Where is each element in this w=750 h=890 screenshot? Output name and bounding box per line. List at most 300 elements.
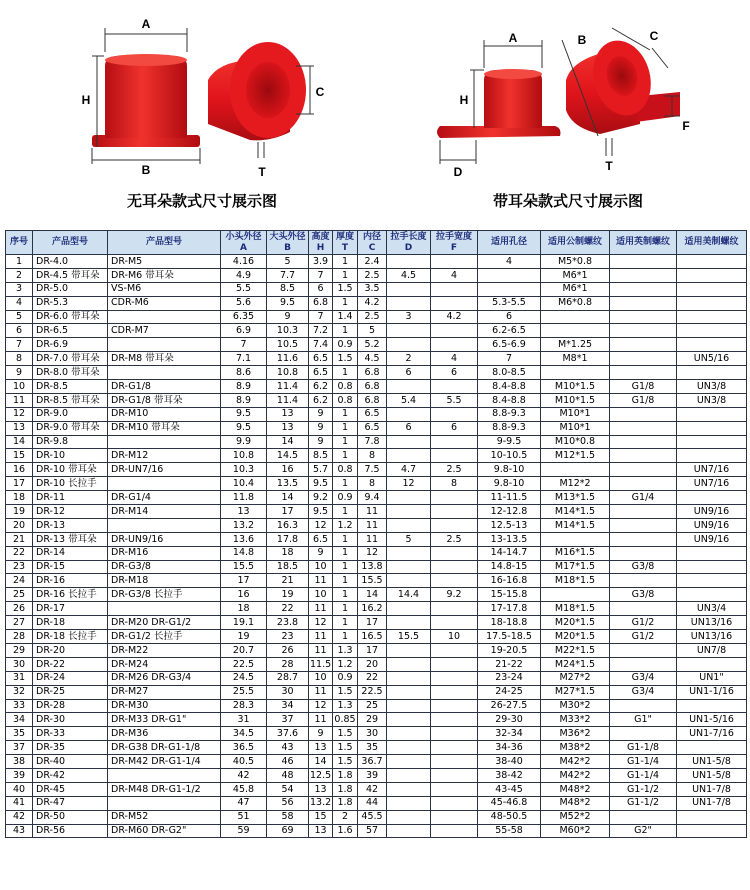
table-cell: VS-M6	[108, 282, 221, 296]
table-cell: 0.85	[334, 714, 356, 726]
column-header-title: 适用孔径	[490, 237, 527, 247]
table-cell: DR-7.0 带耳朵	[33, 352, 108, 366]
table-cell: 7.1	[221, 352, 267, 366]
table-cell: 7.8	[358, 435, 387, 449]
table-cell: M14*1.5	[541, 518, 610, 532]
spec-table	[5, 230, 747, 838]
table-row	[6, 755, 747, 769]
table-cell: 8.8-9.3	[478, 407, 541, 421]
table-cell	[677, 699, 747, 713]
table-cell: 51	[221, 810, 267, 824]
table-cell: 15.5	[387, 630, 431, 644]
table-cell: UN1-7/8	[677, 796, 747, 810]
table-cell: M13*1.5	[541, 491, 610, 505]
table-cell: 12-12.8	[478, 505, 541, 519]
table-cell: DR-M20 DR-G1/2	[108, 616, 221, 630]
column-header-title: 拉手长度	[390, 231, 427, 242]
table-cell: 10.8	[221, 449, 267, 463]
table-cell: CDR-M6	[108, 296, 221, 310]
table-cell: 26-27.5	[478, 699, 541, 713]
table-cell: 33	[6, 699, 33, 713]
table-cell: 42	[6, 810, 33, 824]
table-cell: 4.9	[221, 268, 267, 282]
table-cell	[677, 255, 747, 269]
table-cell: 45.5	[358, 810, 387, 824]
table-cell: 28.7	[267, 671, 309, 685]
table-row	[6, 505, 747, 519]
table-cell	[431, 338, 478, 352]
table-cell	[610, 296, 677, 310]
table-row	[6, 268, 747, 282]
column-header-symbol: H	[316, 242, 325, 253]
table-cell: 26	[267, 643, 309, 657]
table-cell: M27*2	[541, 671, 610, 685]
table-cell: 36.5	[221, 741, 267, 755]
table-cell: DR-G1/8	[108, 380, 221, 394]
table-cell: 37	[267, 713, 309, 727]
column-header	[6, 231, 33, 255]
table-cell: 13.6	[221, 532, 267, 546]
table-cell: 1	[333, 255, 358, 269]
table-cell: 44	[358, 796, 387, 810]
table-cell	[431, 602, 478, 616]
column-header	[221, 231, 267, 255]
table-cell: M18*1.5	[541, 602, 610, 616]
table-cell	[387, 505, 431, 519]
table-cell: 14	[309, 755, 333, 769]
column-header	[431, 231, 478, 255]
table-cell: 19	[267, 588, 309, 602]
table-cell: 14.8	[221, 546, 267, 560]
cap-no-ear-side	[208, 42, 306, 140]
table-cell	[431, 282, 478, 296]
table-cell: 9	[309, 407, 333, 421]
table-cell: M10*0.8	[541, 435, 610, 449]
table-cell: M27*1.5	[541, 685, 610, 699]
table-row	[6, 352, 747, 366]
table-cell: M36*2	[541, 727, 610, 741]
table-cell: 9	[309, 546, 333, 560]
table-row	[6, 574, 747, 588]
label-f-right: F	[682, 119, 690, 133]
table-cell	[387, 546, 431, 560]
table-cell	[478, 282, 541, 296]
table-cell: DR-M5	[108, 255, 221, 269]
table-cell: 17.5-18.5	[478, 630, 541, 644]
table-cell: 7	[309, 310, 333, 324]
table-row	[6, 643, 747, 657]
table-cell	[108, 338, 221, 352]
table-cell: 16.5	[358, 630, 387, 644]
table-cell: 0.8	[333, 393, 358, 407]
table-cell: 6.5	[309, 352, 333, 366]
table-cell: DR-40	[33, 755, 108, 769]
table-cell: UN1-5/8	[677, 755, 747, 769]
table-row	[6, 657, 747, 671]
table-row	[6, 699, 747, 713]
table-cell: 38-40	[478, 755, 541, 769]
table-cell: 6	[478, 310, 541, 324]
table-cell: UN3/8	[677, 393, 747, 407]
table-cell: 1	[333, 324, 358, 338]
table-cell	[387, 491, 431, 505]
label-t-right: T	[605, 159, 613, 173]
table-row	[6, 491, 747, 505]
table-cell: 2.5	[358, 310, 387, 324]
table-cell: 0.9	[333, 338, 358, 352]
table-cell: M30*2	[541, 699, 610, 713]
column-header	[478, 231, 541, 255]
table-cell: G1/8	[610, 380, 677, 394]
table-cell	[108, 602, 221, 616]
table-cell	[677, 588, 747, 602]
table-cell: DR-6.5	[33, 324, 108, 338]
table-cell: 20	[6, 518, 33, 532]
table-cell: 24-25	[478, 685, 541, 699]
table-cell: 4	[6, 296, 33, 310]
table-cell: 7.5	[358, 463, 387, 477]
table-cell: 1	[333, 588, 358, 602]
table-cell: DR-G1/4	[108, 491, 221, 505]
table-cell: M20*1.5	[541, 630, 610, 644]
column-header-title: 产品型号	[145, 237, 182, 247]
table-cell: 17-17.8	[478, 602, 541, 616]
table-cell: M48*2	[541, 782, 610, 796]
table-cell: 11	[309, 574, 333, 588]
table-cell: 1	[333, 574, 358, 588]
column-header	[677, 231, 747, 255]
table-cell: 4.5	[387, 268, 431, 282]
table-cell: UN9/16	[677, 532, 747, 546]
table-cell	[387, 713, 431, 727]
table-row	[6, 532, 747, 546]
table-cell: G1-1/2	[610, 782, 677, 796]
table-cell	[610, 449, 677, 463]
table-cell: 16.2	[358, 602, 387, 616]
table-cell: M22*1.5	[541, 643, 610, 657]
table-cell: 2	[6, 268, 33, 282]
label-c-left: C	[315, 85, 325, 99]
table-row	[6, 324, 747, 338]
table-cell: 27	[6, 616, 33, 630]
table-cell: DR-M42 DR-G1-1/4	[108, 755, 221, 769]
table-cell: 12	[309, 518, 333, 532]
table-cell: 1.5	[333, 741, 358, 755]
table-cell: UN1-5/8	[677, 768, 747, 782]
table-cell: DR-M12	[108, 449, 221, 463]
table-cell	[108, 768, 221, 782]
table-cell	[387, 324, 431, 338]
table-cell	[387, 643, 431, 657]
table-cell: 10.8	[267, 366, 309, 380]
table-cell: DR-24	[33, 671, 108, 685]
table-cell: G1-1/2	[610, 796, 677, 810]
table-cell: 2	[387, 352, 431, 366]
table-cell: DR-45	[33, 782, 108, 796]
table-cell	[677, 366, 747, 380]
column-header-title: 产品型号	[51, 237, 88, 247]
table-cell	[387, 727, 431, 741]
table-cell: DR-9.0 带耳朵	[33, 421, 108, 435]
table-cell	[387, 768, 431, 782]
table-cell: 10	[309, 588, 333, 602]
table-cell: 1	[333, 505, 358, 519]
table-cell: 34.5	[221, 727, 267, 741]
table-cell	[387, 407, 431, 421]
column-header	[541, 231, 610, 255]
table-cell	[541, 366, 610, 380]
table-row	[6, 518, 747, 532]
table-cell	[478, 268, 541, 282]
table-cell: UN3/4	[677, 602, 747, 616]
table-cell	[610, 727, 677, 741]
table-cell	[610, 407, 677, 421]
table-cell	[387, 671, 431, 685]
table-cell	[387, 255, 431, 269]
table-cell: 6.9	[221, 324, 267, 338]
table-cell: DR-4.5 带耳朵	[33, 268, 108, 282]
table-cell: 36.7	[358, 755, 387, 769]
table-cell: G2"	[610, 824, 677, 838]
table-cell	[431, 616, 478, 630]
table-cell: 1.3	[333, 699, 358, 713]
column-header-title: 小头外径	[225, 231, 262, 242]
table-cell: 12	[387, 477, 431, 491]
table-cell: M20*1.5	[541, 616, 610, 630]
table-cell: 34-36	[478, 741, 541, 755]
table-cell: 12	[309, 616, 333, 630]
table-cell: M8*1	[541, 352, 610, 366]
table-cell: 11-11.5	[478, 491, 541, 505]
table-cell: M17*1.5	[541, 560, 610, 574]
table-cell: M16*1.5	[541, 546, 610, 560]
table-cell: G1-1/4	[610, 755, 677, 769]
table-cell: 15-15.8	[478, 588, 541, 602]
dimension-diagram	[0, 0, 750, 222]
table-cell: 9	[267, 310, 309, 324]
table-cell: 16	[221, 588, 267, 602]
table-cell: DR-UN9/16	[108, 532, 221, 546]
table-cell: M38*2	[541, 741, 610, 755]
table-cell: 13	[267, 421, 309, 435]
table-cell: 5.7	[309, 463, 333, 477]
table-cell: UN5/16	[677, 352, 747, 366]
table-cell: DR-M26 DR-G3/4	[108, 671, 221, 685]
table-cell: DR-UN7/16	[108, 463, 221, 477]
table-cell: 4.5	[358, 352, 387, 366]
table-cell: 1.8	[333, 768, 358, 782]
table-cell: 7.2	[309, 324, 333, 338]
table-cell	[431, 255, 478, 269]
table-cell	[387, 574, 431, 588]
table-cell: 45-46.8	[478, 796, 541, 810]
table-cell: 43	[6, 824, 33, 838]
table-cell: 31	[6, 671, 33, 685]
table-cell: 6.35	[221, 310, 267, 324]
table-cell	[431, 560, 478, 574]
table-cell	[610, 421, 677, 435]
table-cell	[431, 657, 478, 671]
table-cell: 1	[333, 296, 358, 310]
table-cell	[387, 602, 431, 616]
table-cell: 9.5	[309, 477, 333, 491]
table-cell: 1	[333, 532, 358, 546]
table-cell: 5	[6, 310, 33, 324]
table-cell: DR-15	[33, 560, 108, 574]
table-cell: 0.9	[333, 491, 358, 505]
table-cell: 6	[6, 324, 33, 338]
table-cell: DR-50	[33, 810, 108, 824]
label-b-left: B	[141, 163, 151, 177]
table-cell: DR-6.9	[33, 338, 108, 352]
table-cell: 14-14.7	[478, 546, 541, 560]
table-cell	[677, 282, 747, 296]
table-cell: 7.7	[267, 268, 309, 282]
table-cell: 11	[309, 685, 333, 699]
table-cell: M12*2	[541, 477, 610, 491]
cap-with-ear-side	[566, 34, 680, 134]
table-cell	[677, 268, 747, 282]
table-cell: 9.8-10	[478, 463, 541, 477]
table-cell: 13.8	[358, 560, 387, 574]
table-cell: 4.7	[387, 463, 431, 477]
table-cell: 14.8-15	[478, 560, 541, 574]
table-cell: DR-G1/2 长拉手	[108, 630, 221, 644]
table-cell: G1/2	[610, 630, 677, 644]
table-cell: 11	[309, 630, 333, 644]
column-header-title: 拉手宽度	[435, 231, 472, 242]
table-row	[6, 463, 747, 477]
table-cell: 11	[358, 518, 387, 532]
table-cell: 6.2	[309, 380, 333, 394]
table-cell: 1.6	[333, 824, 358, 838]
table-cell	[610, 657, 677, 671]
table-cell	[108, 796, 221, 810]
table-cell: 9.5	[221, 407, 267, 421]
table-cell	[387, 338, 431, 352]
table-cell	[108, 435, 221, 449]
table-row	[6, 380, 747, 394]
table-cell	[677, 491, 747, 505]
table-cell: 8.0-8.5	[478, 366, 541, 380]
table-cell: 26	[6, 602, 33, 616]
table-cell: DR-12	[33, 505, 108, 519]
table-cell: 9.9	[221, 435, 267, 449]
table-cell: 7	[309, 268, 333, 282]
table-row	[6, 602, 747, 616]
column-header	[309, 231, 333, 255]
caption-no-ear: 无耳朵款式尺寸展示图	[126, 192, 277, 210]
table-cell: 24.5	[221, 671, 267, 685]
label-c-right: C	[649, 29, 659, 43]
table-cell	[610, 310, 677, 324]
table-cell: 1	[333, 268, 358, 282]
label-h-left: H	[81, 93, 91, 107]
table-cell	[387, 796, 431, 810]
table-cell	[541, 532, 610, 546]
column-header-symbol: B	[284, 242, 291, 253]
table-cell: 0.9	[333, 671, 358, 685]
table-cell: 15.5	[221, 560, 267, 574]
table-cell	[431, 755, 478, 769]
table-cell: DR-13 带耳朵	[33, 532, 108, 546]
table-cell: 22.5	[358, 685, 387, 699]
table-cell	[677, 407, 747, 421]
table-cell: DR-G3/8 长拉手	[108, 588, 221, 602]
table-cell: 25	[358, 699, 387, 713]
table-cell	[677, 810, 747, 824]
table-cell: M12*1.5	[541, 449, 610, 463]
table-cell: 21	[267, 574, 309, 588]
table-cell	[610, 324, 677, 338]
table-cell	[677, 546, 747, 560]
table-cell: DR-9.0	[33, 407, 108, 421]
table-cell: M6*0.8	[541, 296, 610, 310]
table-cell: 18	[221, 602, 267, 616]
table-cell: M42*2	[541, 768, 610, 782]
table-cell: 1	[333, 477, 358, 491]
table-cell	[387, 810, 431, 824]
table-cell: DR-6.0 带耳朵	[33, 310, 108, 324]
table-cell: 11	[309, 602, 333, 616]
table-cell: 9-9.5	[478, 435, 541, 449]
table-cell: 14	[267, 491, 309, 505]
table-cell	[387, 380, 431, 394]
table-cell: G3/4	[610, 685, 677, 699]
table-cell: M33*2	[541, 713, 610, 727]
table-cell	[387, 824, 431, 838]
table-cell: 12	[309, 699, 333, 713]
table-cell: 8.4-8.8	[478, 393, 541, 407]
table-cell: 45.8	[221, 782, 267, 796]
table-cell	[431, 713, 478, 727]
table-cell: 43-45	[478, 782, 541, 796]
table-cell: 39	[358, 768, 387, 782]
table-cell: 22	[358, 671, 387, 685]
table-cell: 31	[221, 713, 267, 727]
table-cell	[387, 782, 431, 796]
table-cell	[610, 435, 677, 449]
table-cell	[541, 310, 610, 324]
table-cell: 14.5	[267, 449, 309, 463]
table-row	[6, 393, 747, 407]
table-cell: 23.8	[267, 616, 309, 630]
table-cell: 9	[6, 366, 33, 380]
table-cell: 29	[6, 643, 33, 657]
table-cell	[677, 324, 747, 338]
table-cell: 19	[221, 630, 267, 644]
column-header-symbol: T	[341, 242, 349, 253]
table-cell: 3.5	[358, 282, 387, 296]
table-cell: 30	[6, 657, 33, 671]
table-cell: 8	[431, 477, 478, 491]
table-cell	[431, 685, 478, 699]
table-cell: 16	[6, 463, 33, 477]
table-cell: UN9/16	[677, 518, 747, 532]
table-cell: 2.4	[358, 255, 387, 269]
table-cell: 6.8	[358, 393, 387, 407]
table-cell: 6.8	[358, 380, 387, 394]
table-row	[6, 435, 747, 449]
cap-with-ear-front	[437, 69, 560, 138]
table-cell: 1	[333, 366, 358, 380]
table-cell	[610, 518, 677, 532]
table-cell: M60*2	[541, 824, 610, 838]
table-cell: 13.2	[221, 518, 267, 532]
table-cell: M10*1.5	[541, 393, 610, 407]
table-cell: 17	[6, 477, 33, 491]
table-cell: 1	[6, 255, 33, 269]
